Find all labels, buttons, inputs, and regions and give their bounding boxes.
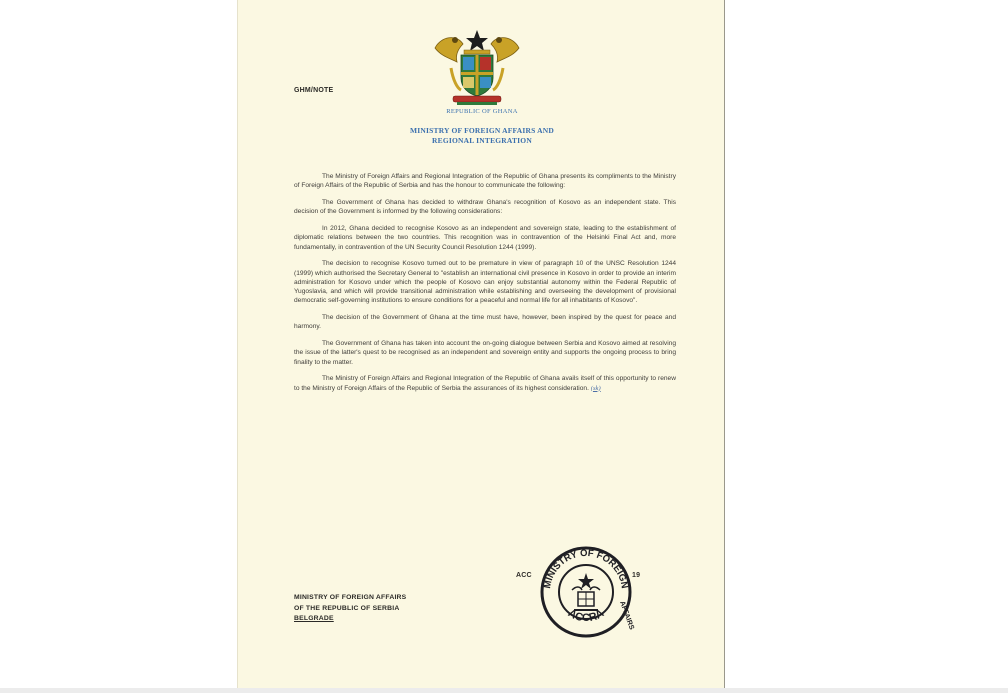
diplomatic-note-page bbox=[237, 0, 725, 688]
handwritten-initials: (sk) bbox=[590, 384, 601, 392]
coat-of-arms-icon bbox=[431, 28, 523, 106]
paragraph-intro: The Ministry of Foreign Affairs and Regional Integration of the Republic of Ghana presents its compliments to the Ministry of Foreign Affairs of the Republic of Serbia and has the honour to communicate the following: bbox=[294, 173, 676, 190]
svg-text:MINISTRY OF FOREIGN: MINISTRY OF FOREIGN bbox=[542, 547, 630, 590]
recipient-address bbox=[294, 593, 406, 625]
ministry-title-line2: REGIONAL INTEGRATION bbox=[432, 136, 532, 145]
place-text: ACC bbox=[516, 572, 532, 579]
paragraph-decision: The Government of Ghana has decided to withdraw Ghana's recognition of Kosovo as an independent state. This decision of the Government is informed by the following considerations: bbox=[294, 199, 676, 216]
paragraph-inspired: The decision of the Government of Ghana at the time must have, however, been inspired by the quest for peace and harmony. bbox=[294, 314, 676, 331]
official-seal-stamp bbox=[536, 540, 636, 640]
svg-text:AFFAIRS: AFFAIRS bbox=[618, 600, 635, 631]
ministry-title-line1: MINISTRY OF FOREIGN AFFAIRS AND bbox=[409, 126, 554, 135]
paragraph-premature: The decision to recognise Kosovo turned out to be premature in view of paragraph 10 of the UNSC Resolution 1244 (1999) which authorised the Secretary General to "establish an international civil presence in Kosovo in order to provide an interim administration for Kosovo under which the people of Kosovo can enjoy substantial autonomy within the Federal Republic of Yugoslavia, and which will provide transitional administration while establishing and overseeing the development of provisional democratic self-governing institutions to ensure conditions for a peaceful and normal life for all inhabitants of Kosovo". bbox=[294, 260, 676, 305]
document-reference: GHM/NOTE bbox=[294, 87, 334, 94]
year-text: 19 bbox=[632, 572, 641, 579]
address-line-1: MINISTRY OF FOREIGN AFFAIRS bbox=[294, 594, 407, 601]
paragraph-2012: In 2012, Ghana decided to recognise Kosovo as an independent and sovereign state, leading to the establishment of diplomatic relations between the two countries. This recognition was in contravention of the Helsinki Final Act and, more fundamentally, in contravention of the UN Security Council Resolution 1244 (1999). bbox=[294, 225, 676, 251]
svg-text:ACCRA: ACCRA bbox=[565, 607, 607, 625]
viewer-bottom-strip bbox=[0, 688, 1008, 693]
address-line-2: OF THE REPUBLIC OF SERBIA bbox=[294, 604, 400, 612]
republic-label: REPUBLIC OF GHANA bbox=[446, 108, 518, 115]
note-body bbox=[294, 172, 676, 399]
paragraph-closing bbox=[294, 374, 676, 393]
closing-text: The Ministry of Foreign Affairs and Regional Integration of the Republic of Ghana avails itself of this opportunity to renew to the Ministry of Foreign Affairs of the Republic of Serbia the assurances of its highest consideration. bbox=[294, 375, 676, 392]
ministry-title bbox=[378, 126, 586, 146]
address-line-3: BELGRADE bbox=[294, 615, 334, 622]
paragraph-dialogue: The Government of Ghana has taken into account the on-going dialogue between Serbia and Kosovo aimed at resolving the issue of the latter's quest to be recognised as an independent and sovereign entity and supports the ongoing process to bring finality to the matter. bbox=[294, 340, 676, 366]
